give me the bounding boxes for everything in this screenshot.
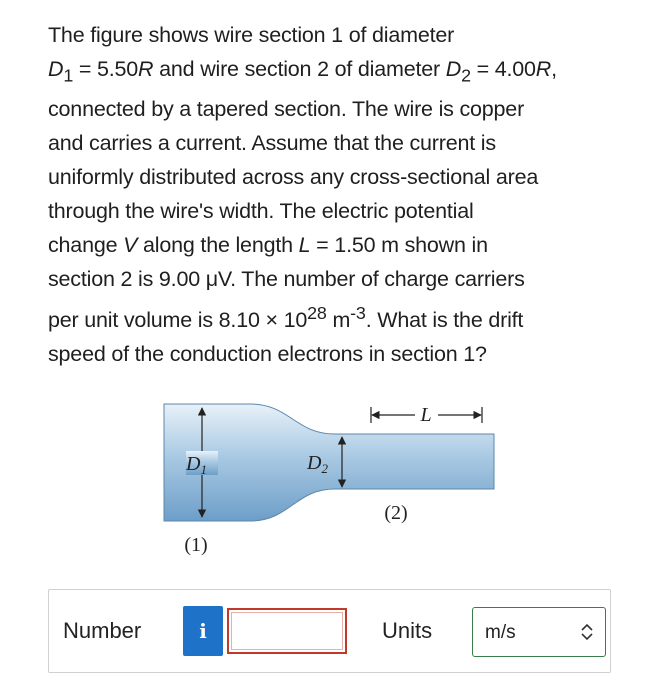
question-line: and carries a current. Assume that the current is [48, 131, 496, 156]
question-line: change V along the length L = 1.50 m shown in [48, 233, 488, 258]
question-line: connected by a tapered section. The wire is copper [48, 97, 525, 122]
number-label: Number [63, 618, 142, 643]
d1-label: $D_1$ [186, 453, 207, 477]
question-line: through the wire's width. The electric potential [48, 199, 474, 224]
section2-label: (2) [384, 502, 408, 524]
wire-figure [150, 385, 530, 575]
d2-label: $D_2$ [307, 452, 328, 476]
question-line: speed of the conduction electrons in section 1? [48, 342, 487, 367]
question-text [48, 18, 628, 371]
section1-label: (1) [184, 534, 208, 556]
info-icon: i [199, 619, 207, 643]
question-line: section 2 is 9.00 μV. The number of charge carriers [48, 267, 525, 292]
info-button[interactable] [183, 606, 223, 656]
number-input[interactable] [227, 608, 347, 654]
question-line: uniformly distributed across any cross-sectional area [48, 165, 539, 190]
question-line: $D_1 = 5.50R$ and wire section 2 of diameter $D_2 = 4.00R$, [48, 57, 557, 86]
chevron-up-down-icon [579, 623, 595, 641]
question-line: per unit volume is $8.10 \times 10^{28}$ $m^{-3}$. What is the drift [48, 303, 524, 333]
question-line: The figure shows wire section 1 of diameter [48, 23, 455, 47]
answer-panel [48, 589, 611, 673]
wire-diagram [150, 385, 530, 575]
l-label: L [420, 404, 432, 426]
units-selected-value: m/s [485, 622, 516, 643]
units-label: Units [382, 618, 433, 643]
units-select[interactable] [472, 607, 606, 657]
